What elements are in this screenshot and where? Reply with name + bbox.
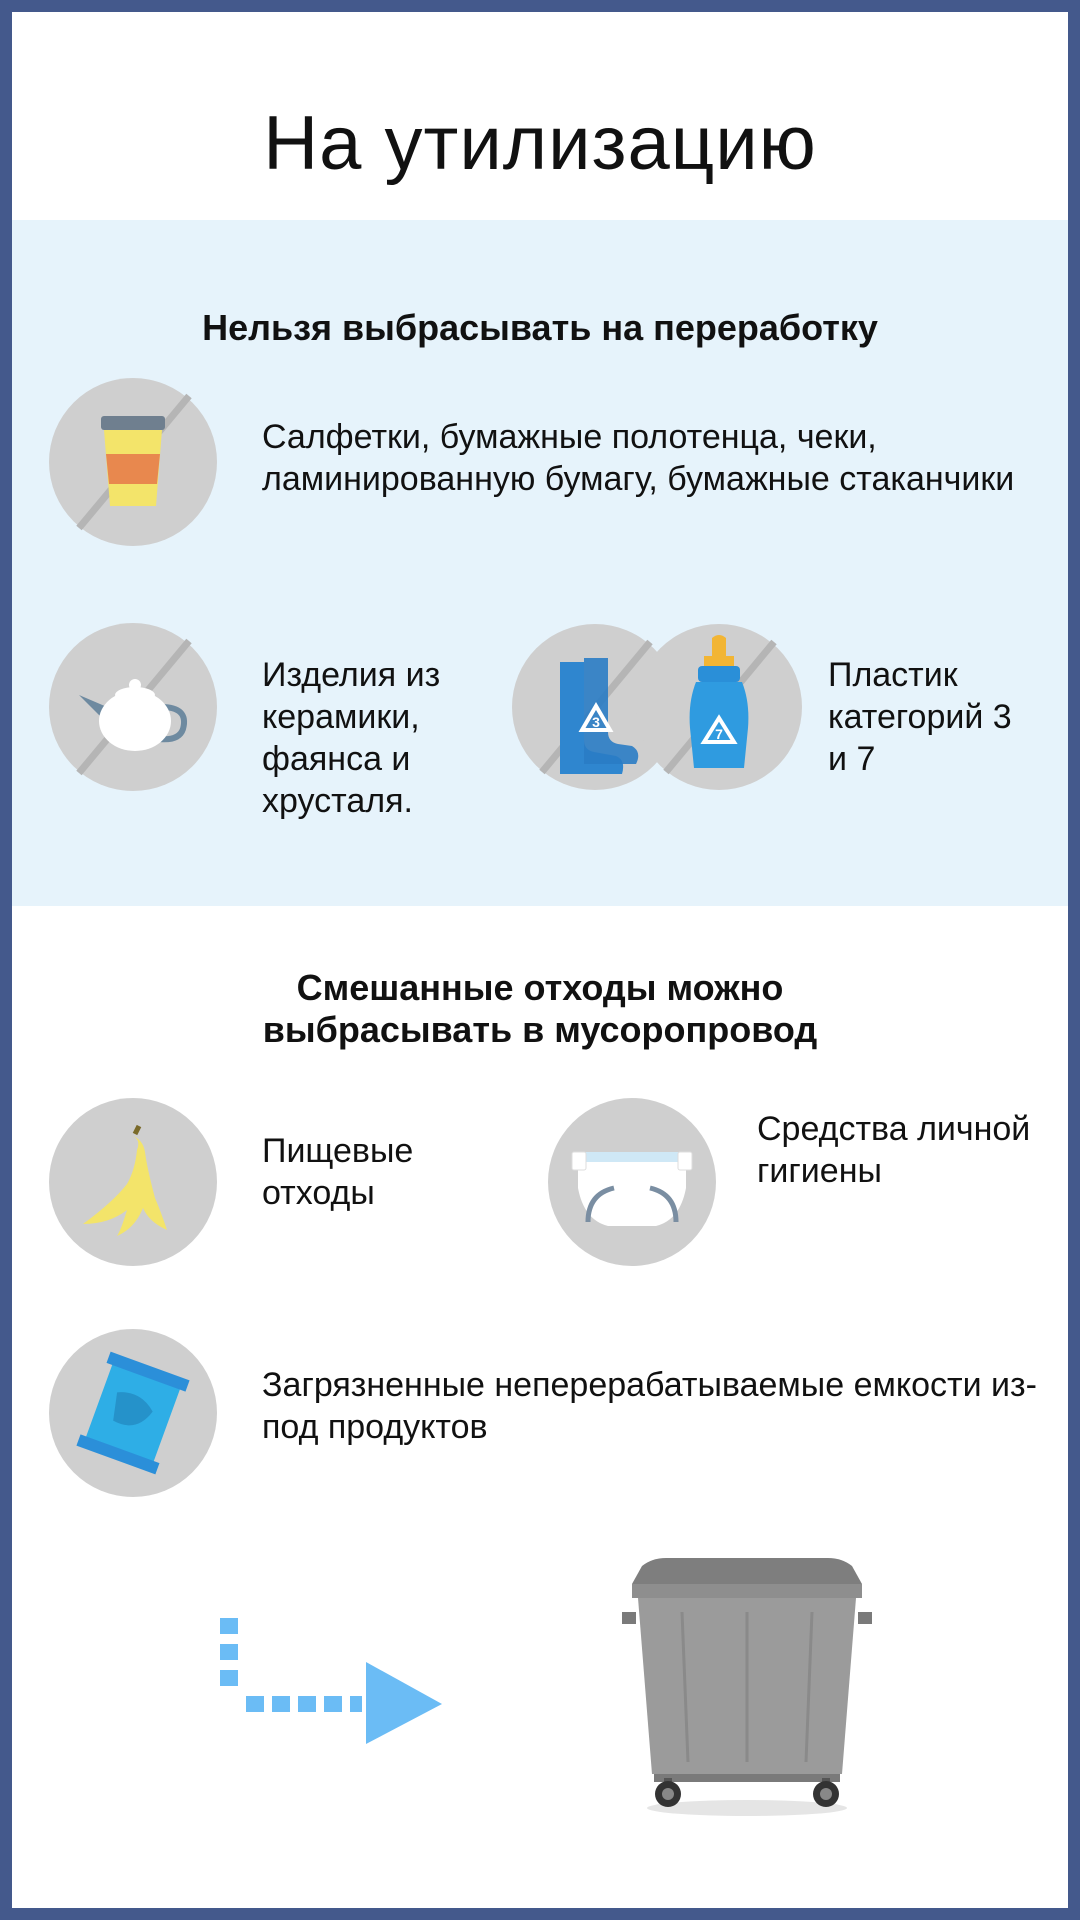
paper-cup-icon	[49, 378, 217, 546]
forbidden-heading: Нельзя выбрасывать на переработку	[202, 307, 878, 348]
mixed-item-containers: Загрязненные неперерабатываемые емкости из-под продуктов	[262, 1366, 1037, 1446]
page-title: На утилизацию	[263, 101, 817, 186]
diaper-icon	[548, 1098, 716, 1266]
mixed-item-food: Пищевые отходы	[262, 1132, 414, 1212]
wrapper-icon	[49, 1329, 217, 1497]
dotted-arrow-icon	[214, 1610, 454, 1750]
forbidden-item-paper: Салфетки, бумажные полотенца, чеки, ламинированную бумагу, бумажные стаканчики	[262, 418, 1015, 498]
teapot-icon	[49, 623, 217, 791]
forbidden-item-plastic: Пластик категорий 3 и 7	[828, 656, 1012, 778]
poster	[12, 12, 1068, 1908]
recycle-code-7: 7	[715, 726, 723, 742]
baby-bottle-icon	[636, 624, 802, 790]
waste-container-icon	[602, 1552, 892, 1822]
mixed-heading: Смешанные отходы можно выбрасывать в мусоропровод	[262, 967, 818, 1050]
forbidden-item-ceramics: Изделия из керамики, фаянса и хрусталя.	[262, 656, 441, 820]
recycle-code-3: 3	[592, 714, 600, 730]
banana-peel-icon	[49, 1098, 217, 1266]
mixed-item-hygiene: Средства личной гигиены	[757, 1110, 1031, 1190]
